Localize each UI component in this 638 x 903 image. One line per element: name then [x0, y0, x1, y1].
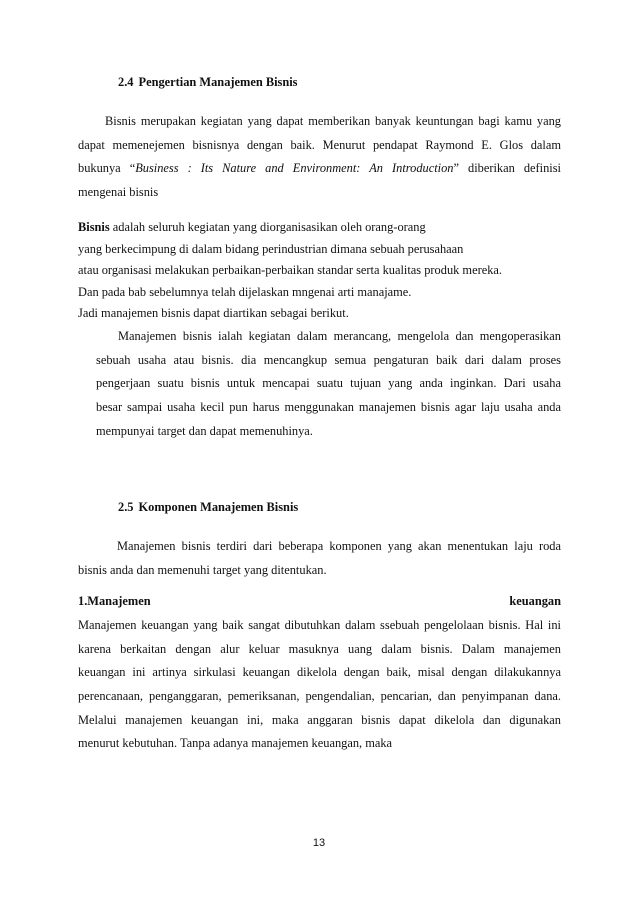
text-fragment: ” diberikan definisi	[453, 161, 562, 176]
text-line: yang berkecimpung di dalam bidang perindustrian dimana sebuah perusahaan	[78, 241, 464, 256]
text-line	[78, 217, 561, 239]
text-line: keuangan ini artinya sirkulasi keuangan dikelola dengan baik, misal dengan dilakukannya	[78, 665, 561, 680]
text-line: Manajemen bisnis ialah kegiatan dalam merancang, mengelola dan mengoperasikan	[118, 329, 561, 343]
defined-term: Bisnis	[78, 220, 110, 234]
text-line: sebuah usaha atau bisnis. dia mencangkup semua pengaturan baik dari dalam proses	[96, 352, 561, 367]
section-heading-2-5	[118, 500, 298, 515]
komponen-intro-paragraph	[78, 535, 561, 582]
text-line: karena berkaitan dengan alur keluar masuknya uang dalam bisnis. Dalam manajemen	[78, 641, 561, 656]
section-title: Pengertian Manajemen Bisnis	[138, 75, 298, 89]
text-line: atau organisasi melakukan perbaikan-perbaikan standar serta kualitas produk mereka.	[78, 263, 502, 277]
text-line	[78, 157, 561, 181]
text-line: mengenai bisnis	[78, 185, 159, 200]
item-label-right: keuangan	[509, 594, 561, 608]
text-line: dapat memenejemen bisnisnya dengan baik. Menurut pendapat Raymond E. Glos dalam	[78, 137, 561, 152]
quote-paragraph	[96, 325, 561, 443]
text-line: Manajemen keuangan yang baik sangat dibutuhkan dalam ssebuah pengelolaan bisnis. Hal ini	[78, 618, 561, 632]
section-number: 2.5	[118, 500, 134, 514]
text-fragment: adalah seluruh kegiatan yang diorganisasikan oleh orang-orang	[109, 220, 426, 234]
text-line: Bisnis merupakan kegiatan yang dapat memberikan banyak keuntungan bagi kamu yang	[105, 114, 561, 128]
text-line: perencanaan, penganggaran, pemeriksanan, pengendalian, pencarian, dan penyimpanan dana.	[78, 689, 561, 704]
text-line: Melalui manajemen keuangan ini, maka anggaran bisnis dapat dikelola dan digunakan	[78, 712, 561, 727]
text-line: besar sampai usaha kecil pun harus menggunakan manajemen bisnis agar laju usaha anda	[96, 400, 561, 415]
definition-paragraph	[78, 217, 561, 325]
text-line: bisnis anda dan memenuhi target yang ditentukan.	[78, 562, 327, 577]
text-line: mempunyai target dan dapat memenuhinya.	[96, 423, 313, 438]
item-label: 1.Manajemen	[78, 594, 151, 608]
section-title: Komponen Manajemen Bisnis	[138, 500, 299, 514]
text-line: pengerjaan suatu bisnis untuk mencapai suatu tujuan yang anda inginkan. Dari usaha	[96, 376, 561, 391]
text-line: Dan pada bab sebelumnya telah dijelaskan mngenai arti manajame.	[78, 284, 412, 299]
keuangan-paragraph	[78, 614, 561, 756]
section-heading-2-4	[118, 75, 298, 90]
text-line: Manajemen bisnis terdiri dari beberapa komponen yang akan menentukan laju roda	[117, 539, 561, 553]
text-fragment: bukunya “	[78, 161, 136, 176]
page-number: 13	[312, 837, 326, 849]
section-number: 2.4	[118, 75, 134, 89]
text-line: menurut kebutuhan. Tanpa adanya manajemen keuangan, maka	[78, 736, 393, 751]
text-line: Jadi manajemen bisnis dapat diartikan sebagai berikut.	[78, 306, 349, 320]
book-title: Business : Its Nature and Environment: An Introduction	[135, 161, 454, 176]
item-heading-keuangan	[78, 594, 561, 609]
intro-paragraph	[78, 110, 561, 205]
